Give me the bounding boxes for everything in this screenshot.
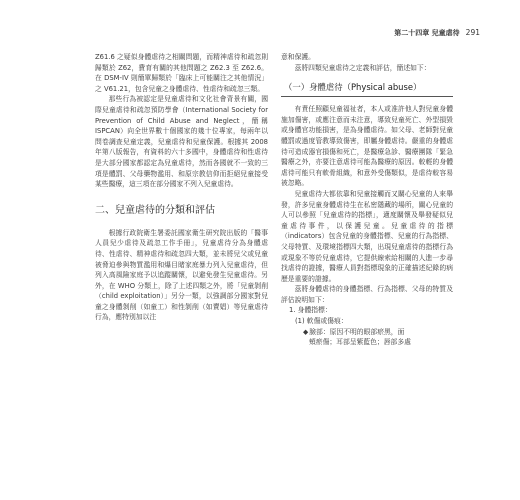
paragraph: 意和保護。: [281, 53, 315, 61]
running-header: [305, 28, 480, 38]
paragraph: 兒童虐待大都依靠和兒童接觸而又關心兒童的人來舉發，許多兒童身體虐待生在私密隱藏的場所，關心兒童的人可以參照「兒童虐待的指標」，適度關懷及舉發疑似兒童虐待事件，以保護兒童。兒童虐待的指標（indicators）包含兒童的身體指標、兒童的行為指標、父母特質、及環境指標四大類，出現兒童虐待的指標行為或現象不等於兒童虐待，它提供線索給相關的人進一步尋找虐待的證據，醫療人員對指標現象的正確描述紀錄的病歷是重要的證據。: [281, 189, 453, 283]
paragraph: 茲將四類兒童虐待之定義和評估，簡述如下：: [294, 63, 431, 72]
list-item-continuation: 頰瘀傷；耳部呈紫藍色；唇部多處: [309, 338, 411, 347]
subsection-title-text: （一）身體虐待（Physical abuse）: [284, 82, 422, 93]
list-item: (1) 軟傷或傷痕：: [295, 317, 348, 326]
section-title: 二、兒童虐待的分類和評估: [95, 204, 215, 216]
paragraph: 有責任照顧兒童福祉者，本人或准許他人對兒童身體施加傷害，或應注意而未注意，導致兒童死亡、外型損毀或身體官功能損害，是為身體虐待。如父母、老師對兒童體罰或過度管教導致傷害，即屬身體虐待。嚴重的身體虐待可造成器官損傷和死亡，是醫療急診、醫療團隊「緊急醫療之外，亦要注意虐待可能為醫療的原因。較輕的身體虐待可能只有軟骨組織，和意外受傷類似，是虐待較容易被忽略。: [281, 105, 453, 188]
left-column: [95, 52, 268, 323]
list-item: 1. 身體指標：: [289, 306, 332, 315]
subsection-title: [281, 81, 453, 95]
list-item-text: 臉部：原因不明的眼部瘀黑，面: [309, 327, 405, 336]
list-item: [281, 327, 453, 338]
right-column: [281, 52, 453, 348]
page-number: 291: [465, 28, 480, 37]
diamond-bullet-icon: ◆: [303, 327, 309, 336]
paragraph: 茲將身體虐待的身體指標、行為指標、父母的特質及評估說明如下：: [281, 285, 453, 304]
paragraph: Z61.6 之疑似身體虐待之相關問題，而精神虐待和疏忽則歸類於 Z62，費育有關的其他問題之 Z62.3 至 Z62.6。在 DSM-IV 則簡單歸類於「臨床上可能關注之其他情況」之 V61.21，包含兒童之身體虐待、性虐待和疏忽三類。: [95, 53, 268, 93]
chapter-title: 第二十四章 兒童虐待: [394, 29, 460, 37]
paragraph: 根據行政院衛生署委託國家衛生研究院出版的「醫事人員兒少虐待及疏忽工作手冊」，兒童虐待分為身體虐待、性虐待、精神虐待和疏忽四大類，並未將兒父或兒童被脅迫參與物質濫用和爆目睹家庭暴力列入兒童虐待，但列入高風險家庭予以追蹤關懷，以避免發生兒童虐待。另外，在 WHO 分類上，除了上述四類之外，將「兒童剝削（child exploitation）」另分一類，以強調部分國家對兒童之身體剝削（如童工）和性剝削（如賣娼）等兒童虐待行為，應特別加以注: [95, 228, 268, 322]
paragraph: 那些行為被認定是兒童虐待和文化社會背景有關，國際兒童虐待和疏忽預防學會（International Society for Prevention of Child Abuse and Neglect，簡稱 ISPCAN）向全世界數十個國家的幾十位專家，每兩年以問卷調查兒童定義，兒童虐待和兒童保護。根據其 2008年第八版報告，有資料的六十多國中，身體虐待和性虐待是大部分國家都認定為兒童虐待，然而各國就不一致的三項是體罰、父母藥物濫用、和原宗教信仰而拒絕兒童接受某些醫療，這三項在部分國家不列入兒童虐待。: [95, 95, 268, 189]
subsection-underline: [281, 96, 453, 97]
